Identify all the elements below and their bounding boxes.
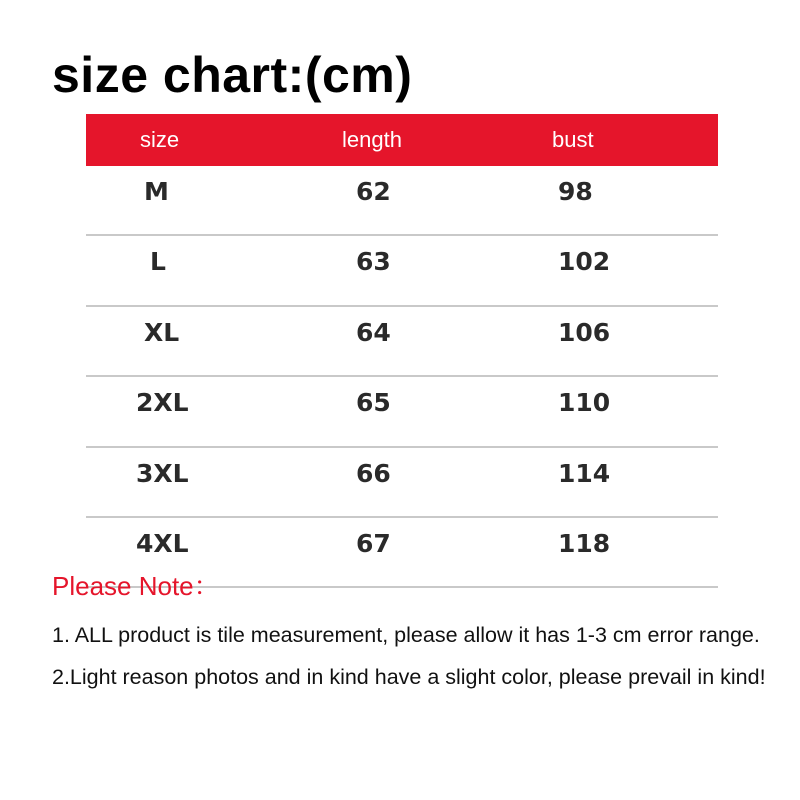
cell-bust: 114 bbox=[558, 458, 611, 488]
table-row bbox=[86, 377, 718, 447]
cell-size: XL bbox=[144, 317, 180, 347]
table-row bbox=[86, 166, 718, 236]
size-chart-table bbox=[86, 114, 718, 588]
cell-bust: 102 bbox=[558, 247, 611, 277]
cell-length: 66 bbox=[356, 458, 391, 488]
cell-size: 2XL bbox=[136, 388, 189, 418]
cell-size: M bbox=[144, 177, 169, 206]
cell-bust: 106 bbox=[558, 317, 611, 347]
cell-size: 4XL bbox=[136, 528, 189, 558]
note-title: Please Note： bbox=[52, 571, 220, 601]
cell-length: 65 bbox=[356, 388, 391, 418]
cell-bust: 118 bbox=[558, 528, 611, 558]
cell-size: L bbox=[150, 247, 166, 277]
header-size: size bbox=[140, 127, 180, 152]
cell-length: 64 bbox=[356, 317, 391, 347]
page-title: size chart:(cm) bbox=[52, 47, 413, 103]
cell-bust: 98 bbox=[558, 177, 593, 206]
table-row bbox=[86, 236, 718, 306]
table-row bbox=[86, 448, 718, 518]
note-item: 1. ALL product is tile measurement, please allow it has 1-3 cm error range. bbox=[52, 623, 760, 647]
note-body bbox=[52, 614, 782, 698]
cell-length: 67 bbox=[356, 528, 391, 558]
table-header bbox=[86, 114, 718, 166]
note-item: 2.Light reason photos and in kind have a slight color, please prevail in kind! bbox=[52, 665, 766, 689]
cell-length: 63 bbox=[356, 247, 391, 277]
table-row bbox=[86, 307, 718, 377]
cell-size: 3XL bbox=[136, 458, 189, 488]
header-bust: bust bbox=[552, 127, 594, 152]
header-length: length bbox=[342, 127, 402, 152]
cell-bust: 110 bbox=[558, 388, 611, 418]
cell-length: 62 bbox=[356, 177, 391, 206]
